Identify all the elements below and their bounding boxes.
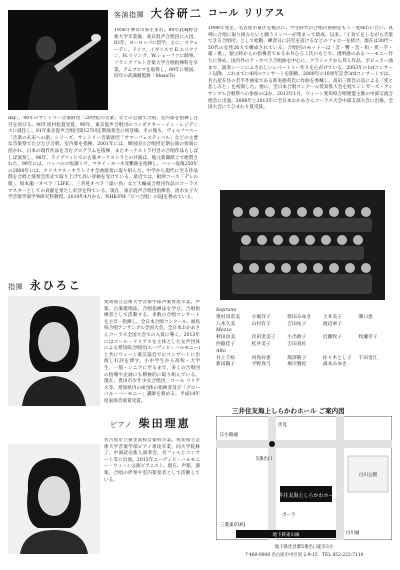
member-name: 吉田祐子 — [287, 321, 307, 327]
member-name: 平野真弓 — [251, 362, 271, 368]
member-name: 土井美子 — [322, 314, 342, 320]
member-name: 河島好恵 — [251, 355, 271, 361]
member-name: 山村有子 — [251, 321, 271, 327]
member-name: 吉田真紅 — [287, 341, 307, 347]
pianist-heading — [110, 418, 191, 431]
choir-roster — [216, 308, 392, 369]
choir-bio: 1998年発足。名古屋市東区を拠点に、学生時代の合唱の感動をもう一度味わいたい、真剣に合唱に取り組みたいと願うメンバーが集まって結成。以来、「子育てをしながら音楽できる合唱団」として始動。練習日に託児を設けるなどのフォローを続け、現在は30代〜50代の女性26人で構成されている。合唱団のモットーは「音・響・音・和・愛・手・厳・歌」。創立時からの指導者である永井ひろこ氏のもとで、透明感のあるハーモニー作りに努め、国内外のア・カペラ合唱曲を中心に、クラシックから邦人作品、ポピュラー曲まで、演奏シーンにふさわしいレパートリー作りを心がけている。2003年の1stコンサート以降、これまでに4回のコンサートを開催。2009年の10周年記念3rdコンサートでは、名古屋在住の若手作曲家である新実徳英氏に作曲を委嘱し、高田三郎氏の詩による「愛と悲しみと」を初演した。他に、全日本合唱コンクール愛知県大会を経てシンガーズ・アンサンブル合唱祭への参加のほか、2013年1月、ウィーン愛知県合唱連盟主催の中部交流合唱会に出演。2006年と2013年に全日本おかあさんコーラス大会中部支部大会に出場。全国大会にてひまわり賞受賞。 — [208, 26, 393, 111]
map-title: 三井住友海上しらかわホール ご案内図 — [232, 407, 345, 415]
member-name: 小堀洋子 — [251, 314, 271, 320]
conductor-name: 大谷研二 — [150, 7, 203, 20]
member-name: 堀川雅紀 — [287, 362, 307, 368]
choir-photo — [220, 190, 385, 300]
choir-heading — [208, 8, 285, 20]
conductor-heading — [114, 8, 203, 21]
map-exit-label: 5番出口 — [256, 457, 273, 462]
pianist-name: 柴田理恵 — [138, 417, 191, 430]
director-role: 指揮 — [8, 283, 23, 291]
member-name: 森本みゆき — [322, 362, 347, 368]
pianist-bio: 名古屋市立菊里高校音楽科卒業。愛知県立芸術大学音楽学部ピアノ専攻卒業、同大学院修了。中部読売新人演奏会、名フィルとコンサート等に出演。2013年エーヴィヒ・ハルモニー・ウィーン公演ピアニスト。現在、声楽、器楽、合唱の伴奏や室内楽奏者として活動している。 — [104, 438, 200, 483]
map-white-way-label: 白川通 — [346, 531, 360, 536]
map-address: 〒460-0008 名古屋市中区栄 2-9-15 TEL 052-222-7110 — [244, 553, 364, 558]
conductor-bio: 1956年神奈川県生まれ。80年武蔵野音楽大学卒業後、東京混声合唱団に入団。83年、ヨーロッパに留学、主に、スウェーデン、ドイツ、イギリスで E.エリクソン、H.リリング、W.シェーファに師事。フランクフルト音楽大学合唱指揮科を卒業、アムブロマを取得し、89年に帰国。同年の武満徹監修「MusicTo — [114, 28, 198, 80]
map-subway-label: 地下鉄東山線 — [272, 533, 300, 538]
member-name: 柴田みゆき — [287, 314, 312, 320]
member-name: 溝口恵 — [358, 314, 373, 320]
soprano-names — [216, 315, 392, 329]
member-name: 佐々木とし子 — [322, 355, 352, 361]
conductor-role: 客演指揮 — [114, 11, 144, 19]
conductor-bio-continued: day」、90年のサントリー音楽財団「20世紀の音楽」などの公演で合唱、室内楽を指揮し注目を浴びる。90年度村松賞受賞。90年、東京混声合唱団のコンダクター・イン・レジデンスに就任し、91年東京混声合唱団第127回定期演奏会に初登場。その後も、ヴォルフ=ペー「音楽の未来への旅」シリーズ、サントリー音楽財団「サマーフェスティバル」などの主要な音楽祭でたびたび合唱、室内楽を指揮。2001年には、韓国国立合唱団定期公演の客演に招かれ、日本の現代作品を含むプログラムを指揮、またオーケストラ付きの合唱作品もしばしば演奏し、98年、ライプツィヒでの古楽オーケストラとの共演は、地元新聞紙上で絶賛された。99年には、バッハのロ短調ミサ、マタイ・ヨハネ受難曲を指揮し、バッハ没後250年の2000年には、クリスマス・オラトリオ全曲演奏に取り組んだ。中学から現代に至る作品群を合唱と演奏会形式で取り上げて高い評価を受けている。最近では、板津コース「デレの歌」、坂本龍一オペラ「LIFE」、三善晃オペラ「遠い鳥」など大編成合唱団作品のコーラスマスターとしての貢献を果たし好評を得ている。現在、東京混声合唱団指揮者、清水女子大学音楽学部学事研究科教授。2010年4月から、NHK-FM「ビバ合唱」のDJを務めている。 — [8, 116, 198, 201]
member-name: 牧瀬幸子 — [358, 335, 378, 341]
conductor-photo — [8, 10, 108, 110]
mezzo-names — [216, 335, 392, 349]
director-photo — [8, 296, 100, 406]
member-name: 井上千絵 — [216, 355, 236, 361]
member-name: 千田善江 — [358, 355, 378, 361]
map-fushimi-label: 伏見 — [278, 423, 287, 428]
member-name: 新田陽子 — [216, 362, 236, 368]
member-name: 小出綾子 — [287, 335, 307, 341]
pianist-role: ピアノ — [110, 421, 132, 429]
pianist-photo — [8, 444, 100, 554]
member-name: 松井美子 — [251, 341, 271, 347]
member-name: 奥村真奈美 — [216, 314, 240, 320]
map-park-label: 白川公園 — [359, 473, 377, 478]
alto-label: Alto — [216, 348, 226, 354]
director-bio: 愛知県立芸術大学音楽学部声楽専攻卒業。声楽、古楽歌唱法、合唱指揮法を学び、合唱指揮者として活動する。多数の合唱コンサートを主宰・指揮し、全日本合唱コンクール、福島県合唱アンサンブル全国大会、全日本おかあさんコーラス全国大会での入賞に導く。2013年にはコール・リリアスを主体とした女声団体による愛知県合唱団(エーヴィヒ・ハルモニー)と共にウィーン楽友協会でのコンサートに出演し好評を博す。小中学生から高校・大学生、一般・シニアに至るまで、多くの合唱団の指導や企画にも積極的に取り組んでいる。現在、豊田市少年少女合唱団、コール リリアス等、愛知県内の8団体の指揮者及び「グローバル・ハーモニー」講師を務める。平成18年度東海音楽賞受賞。 — [104, 300, 200, 404]
choir-name: コール リリアス — [208, 8, 286, 19]
map-hall-label: 三井住友海上しらかわホール — [273, 493, 339, 499]
member-name: 熊澤敬子 — [287, 355, 307, 361]
map-bank-label: 三菱東京UFJ — [220, 523, 246, 528]
director-heading — [8, 280, 82, 293]
soprano-label: Soprano — [216, 308, 237, 313]
venue-map — [216, 416, 392, 540]
member-name: 渡辺翠子 — [322, 321, 342, 327]
map-pola-label: ポーラ — [282, 513, 296, 518]
member-name: 八木久美 — [216, 321, 236, 327]
member-name: 近藤牧子 — [322, 335, 342, 341]
member-name: 西脇佳子 — [216, 341, 236, 347]
member-name: 秋田由美 — [216, 335, 236, 341]
alto-names — [216, 356, 392, 370]
map-access: 地下鉄伏見駅5番出口徒歩3分 — [274, 545, 334, 550]
mezzo-label: Mezzo — [216, 328, 232, 334]
map-hirokoji-label: 広小路通 — [220, 433, 238, 438]
member-name: 岸田金美子 — [251, 335, 276, 341]
director-name: 永ひろこ — [29, 279, 82, 292]
